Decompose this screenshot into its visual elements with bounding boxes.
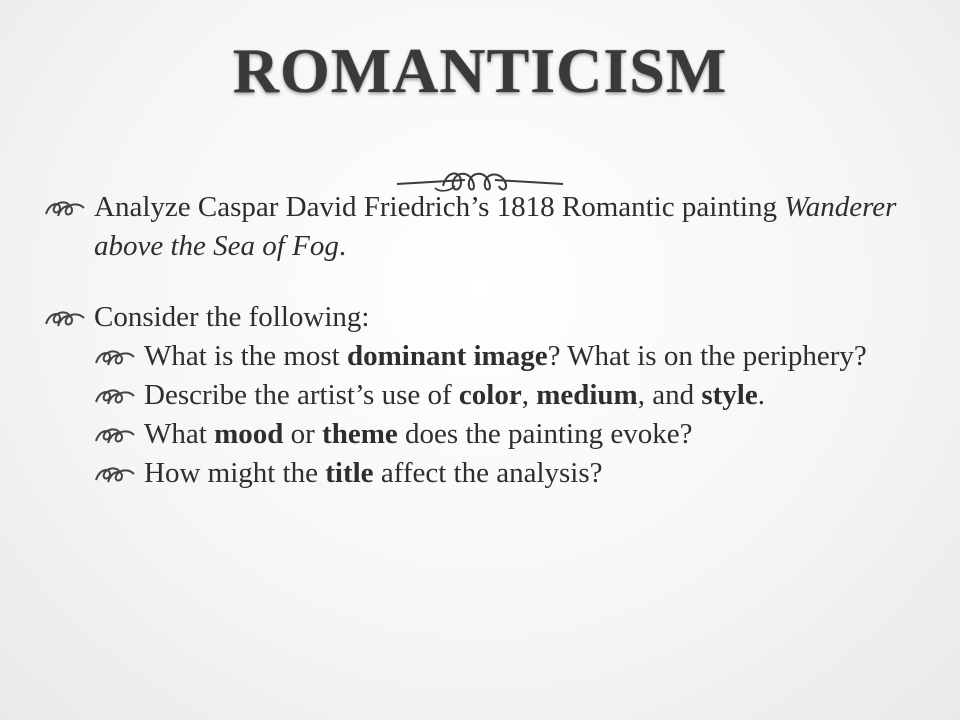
double-scroll-bullet-icon: [94, 347, 136, 367]
list-item-analyze: [44, 188, 924, 266]
sub-item-dominant-image: [44, 337, 924, 376]
sub-item-title: [44, 454, 924, 493]
double-scroll-bullet-icon: [94, 425, 136, 445]
sub-text: affect the analysis?: [373, 457, 603, 489]
sub-text: ? What is on the periphery?: [547, 340, 867, 372]
sub-bold-text: dominant image: [346, 340, 548, 372]
sub-bold-text: medium: [536, 379, 638, 411]
sub-text: Describe the artist’s use of: [144, 379, 459, 411]
painting-title: Wanderer above the Sea of Fog: [94, 191, 897, 262]
bullet-list: [44, 188, 924, 493]
sub-item-mood-theme: [44, 415, 924, 454]
sub-bold-text: title: [325, 457, 374, 489]
sub-text: ,: [521, 379, 537, 411]
sub-text: or: [283, 418, 323, 450]
point-text: Consider the following:: [94, 301, 370, 333]
double-scroll-bullet-icon: [44, 198, 86, 218]
sub-list: [44, 337, 924, 493]
sub-bold-text: style: [701, 379, 758, 411]
sub-item-color-medium-style: [44, 376, 924, 415]
sub-bold-text: mood: [214, 418, 284, 450]
slide-title: ROMANTICISM: [232, 35, 728, 106]
sub-bold-text: theme: [322, 418, 398, 450]
sub-bold-text: color: [458, 379, 522, 411]
sub-text: does the painting evoke?: [397, 418, 693, 450]
double-scroll-bullet-icon: [94, 464, 136, 484]
sub-text: What is the most: [144, 340, 347, 372]
point-text-end: .: [338, 230, 347, 262]
sub-text: What: [144, 418, 215, 450]
sub-text: .: [757, 379, 765, 411]
double-scroll-bullet-icon: [94, 386, 136, 406]
list-item-consider: [44, 298, 924, 337]
point-text: Analyze Caspar David Friedrich’s 1818 Romantic painting: [94, 191, 785, 223]
double-scroll-bullet-icon: [44, 308, 86, 328]
sub-text: , and: [637, 379, 702, 411]
sub-text: How might the: [144, 457, 326, 489]
